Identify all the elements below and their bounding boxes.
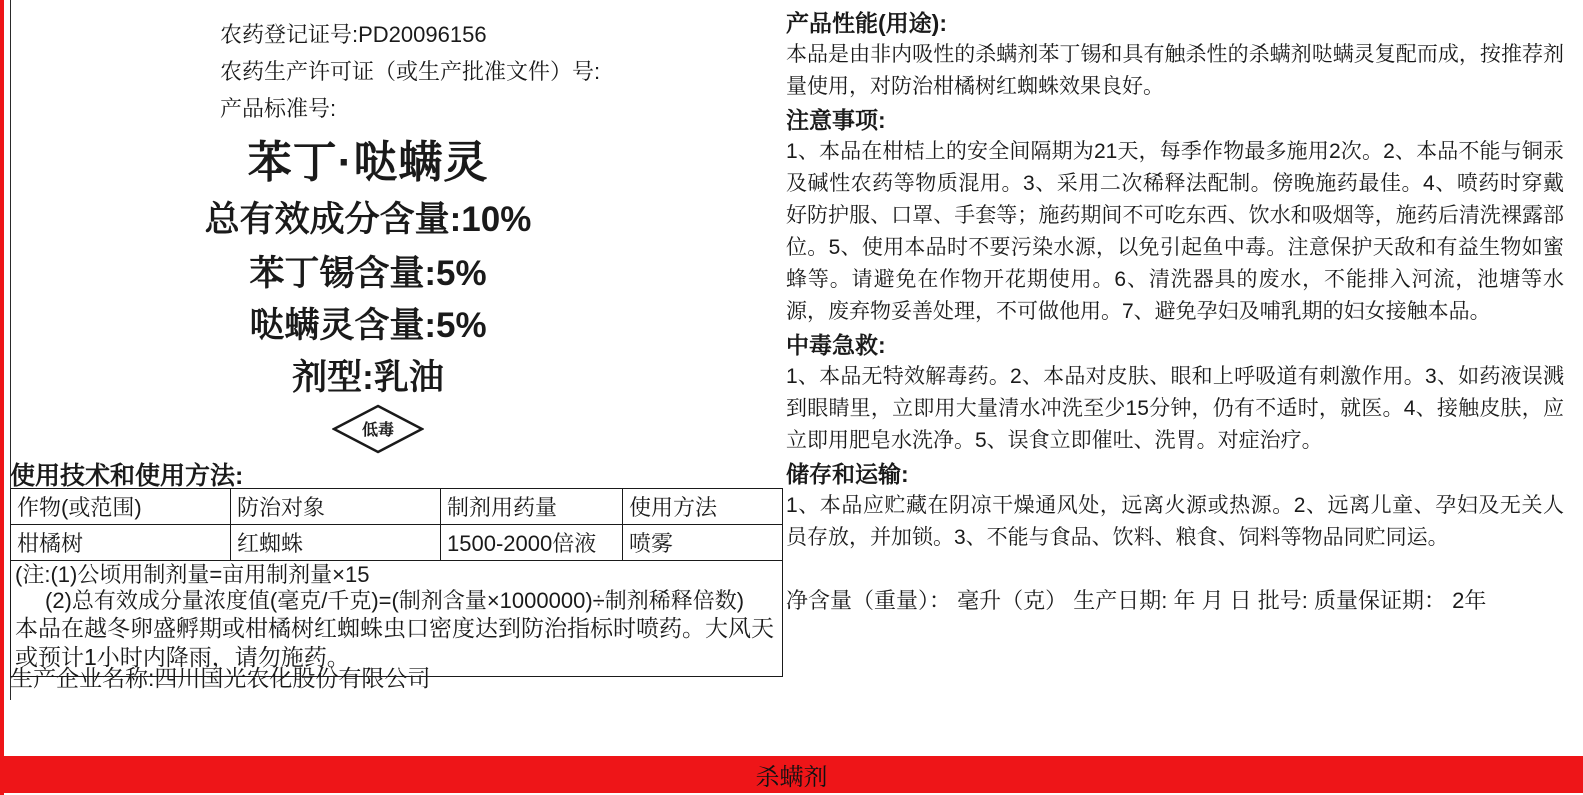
low-toxicity-diamond-badge (332, 404, 424, 454)
cell-crop: 柑橘树 (11, 525, 231, 561)
section-body-precautions: 1、本品在柑桔上的安全间隔期为21天，每季作物最多施用2次。2、本品不能与铜汞及碱性农药等物质混用。3、采用二次稀释法配制。傍晚施药最佳。4、喷药时穿戴好防护服、口罩、手套等；施药期间不可吃东西、饮水和吸烟等，施药后清洗裸露部位。5、使用本品时不要污染水源，以免引起鱼中毒。注意保护天敌和有益生物如蜜蜂等。请避免在作物开花期使用。6、清洗器具的废水，不能排入河流，池塘等水源，废弃物妥善处理，不可做他用。7、避免孕妇及哺乳期的妇女接触本品。 (786, 140, 1564, 323)
col-header-method: 使用方法 (623, 489, 783, 525)
note-body: 本品在越冬卵盛孵期或柑橘树红蜘蛛虫口密度达到防治指标时喷药。大风天或预计1小时内降雨，请勿施药。 (15, 615, 774, 670)
cell-method: 喷雾 (623, 525, 783, 561)
registration-number: 农药登记证号:PD20096156 (220, 22, 487, 47)
left-red-bleed-strip (0, 0, 4, 795)
pyridaben-content: 哒螨灵含量:5% (249, 306, 487, 345)
section-body-storage: 1、本品应贮藏在阴凉干燥通风处，远离火源或热源。2、远离儿童、孕妇及无关人员存放，并加锁。3、不能与食品、饮料、粮食、饲料等物品同贮同运。 (786, 494, 1564, 549)
product-standard-number: 产品标准号: (220, 96, 337, 121)
label-left-column (10, 0, 782, 755)
section-heading-performance: 产品性能(用途): (786, 10, 947, 36)
usage-table-data-row (11, 525, 783, 561)
total-active-content: 总有效成分含量:10% (204, 200, 532, 239)
cell-dosage: 1500-2000倍液 (441, 525, 623, 561)
cell-target: 红蜘蛛 (231, 525, 441, 561)
production-license: 农药生产许可证（或生产批准文件）号: (220, 59, 601, 84)
registration-block (220, 16, 600, 127)
section-heading-precautions: 注意事项: (786, 107, 886, 133)
usage-section-header: 使用技术和使用方法: (10, 462, 244, 490)
section-body-first-aid: 1、本品无特效解毒药。2、本品对皮肤、眼和上呼吸道有刺激作用。3、如药液误溅到眼睛里，立即用大量清水冲洗至少15分钟，仍有不适时，就医。4、接触皮肤，应立即用肥皂水洗净。5、误食立即催吐、洗胃。对症治疗。 (786, 365, 1564, 452)
note-line-1: (注:(1)公顷用制剂量=亩用制剂量×15 (15, 562, 370, 587)
fenbutatin-content: 苯丁锡含量:5% (249, 254, 487, 293)
manufacturer-name: 生产企业名称:四川国光农化股份有限公司 (10, 665, 431, 691)
section-heading-first-aid: 中毒急救: (786, 332, 886, 358)
section-heading-storage: 储存和运输: (786, 461, 909, 487)
bottom-category-banner (0, 756, 1583, 793)
usage-table-header-row (11, 489, 783, 525)
category-banner-text: 杀螨剂 (755, 764, 828, 791)
col-header-dosage: 制剂用药量 (441, 489, 623, 525)
toxicity-badge-text: 低毒 (361, 422, 395, 439)
diamond-icon (332, 404, 424, 454)
net-content-line: 净含量（重量）： 毫升（克） 生产日期: 年 月 日 批号: 质量保证期： 2年 (786, 588, 1487, 613)
label-right-column (786, 6, 1564, 615)
formulation-type: 剂型:乳油 (292, 358, 444, 397)
usage-table (10, 488, 783, 677)
col-header-crop: 作物(或范围) (11, 489, 231, 525)
product-name: 苯丁·哒螨灵 (247, 138, 489, 187)
section-body-performance: 本品是由非内吸性的杀螨剂苯丁锡和具有触杀性的杀螨剂哒螨灵复配而成，按推荐剂量使用，对防治柑橘树红蜘蛛效果良好。 (786, 43, 1564, 98)
note-line-2: (2)总有效成分量浓度值(毫克/千克)=(制剂含量×1000000)÷制剂稀释倍数) (45, 588, 745, 613)
col-header-target: 防治对象 (231, 489, 441, 525)
